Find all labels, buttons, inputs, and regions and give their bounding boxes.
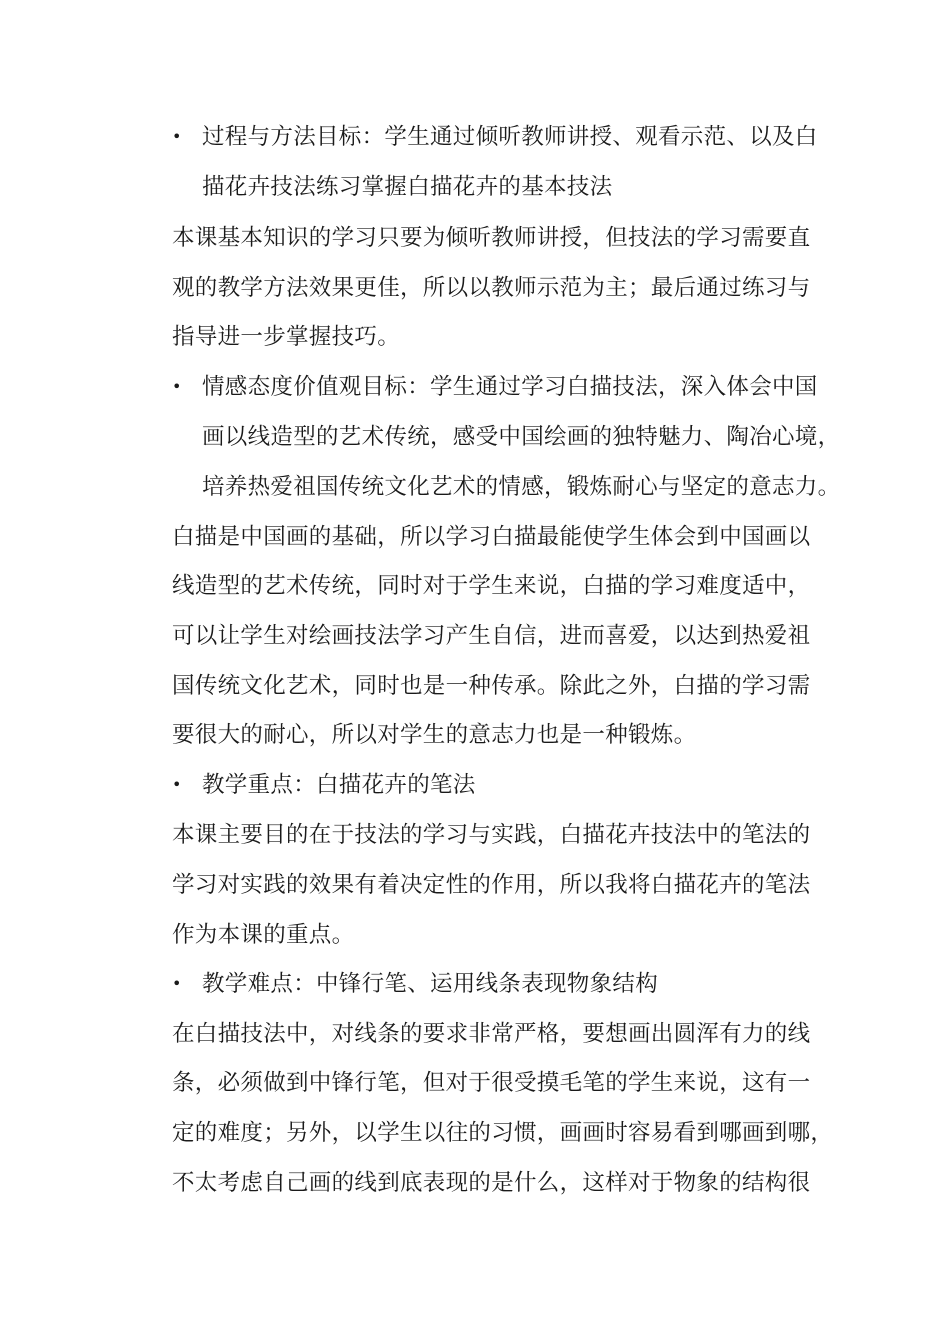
bullet-marker: • <box>172 974 182 993</box>
paragraph-line: 不太考虑自己画的线到底表现的是什么，这样对于物象的结构很 <box>172 1170 811 1196</box>
paragraph-line: 本课主要目的在于技法的学习与实践，白描花卉技法中的笔法的 <box>172 822 811 848</box>
paragraph-line: 要很大的耐心，所以对学生的意志力也是一种锻炼。 <box>172 722 697 748</box>
bullet-item-continuation: 培养热爱祖国传统文化艺术的情感，锻炼耐心与坚定的意志力。 <box>202 474 841 500</box>
paragraph-line: 作为本课的重点。 <box>172 922 355 948</box>
paragraph-line: 在白描技法中，对线条的要求非常严格，要想画出圆浑有力的线 <box>172 1021 811 1047</box>
bullet-item-continuation: 画以线造型的艺术传统，感受中国绘画的独特魅力、陶冶心境， <box>202 424 841 450</box>
bullet-item-teaching-focus: 教学重点：白描花卉的笔法 <box>202 772 476 798</box>
paragraph-line: 观的教学方法效果更佳，所以以教师示范为主；最后通过练习与 <box>172 275 811 301</box>
paragraph-line: 可以让学生对绘画技法学习产生自信，进而喜爱，以达到热爱祖 <box>172 623 811 649</box>
bullet-item-emotion-value-goal: 情感态度价值观目标：学生通过学习白描技法，深入体会中国 <box>202 374 818 400</box>
bullet-item-process-method-goal: 过程与方法目标：学生通过倾听教师讲授、观看示范、以及白 <box>202 124 818 150</box>
paragraph-line: 国传统文化艺术，同时也是一种传承。除此之外，白描的学习需 <box>172 673 811 699</box>
paragraph-line: 定的难度；另外，以学生以往的习惯，画画时容易看到哪画到哪， <box>172 1120 834 1146</box>
bullet-item-teaching-difficulty: 教学难点：中锋行笔、运用线条表现物象结构 <box>202 971 659 997</box>
paragraph-line: 条，必须做到中锋行笔，但对于很受摸毛笔的学生来说，这有一 <box>172 1070 811 1096</box>
bullet-marker: • <box>172 127 182 146</box>
paragraph-line: 指导进一步掌握技巧。 <box>172 324 401 350</box>
paragraph-line: 线造型的艺术传统，同时对于学生来说，白描的学习难度适中， <box>172 573 811 599</box>
paragraph-line: 学习对实践的效果有着决定性的作用，所以我将白描花卉的笔法 <box>172 872 811 898</box>
bullet-marker: • <box>172 775 182 794</box>
bullet-marker: • <box>172 377 182 396</box>
paragraph-line: 本课基本知识的学习只要为倾听教师讲授，但技法的学习需要直 <box>172 225 811 251</box>
paragraph-line: 白描是中国画的基础，所以学习白描最能使学生体会到中国画以 <box>172 524 811 550</box>
bullet-item-continuation: 描花卉技法练习掌握白描花卉的基本技法 <box>202 174 613 200</box>
